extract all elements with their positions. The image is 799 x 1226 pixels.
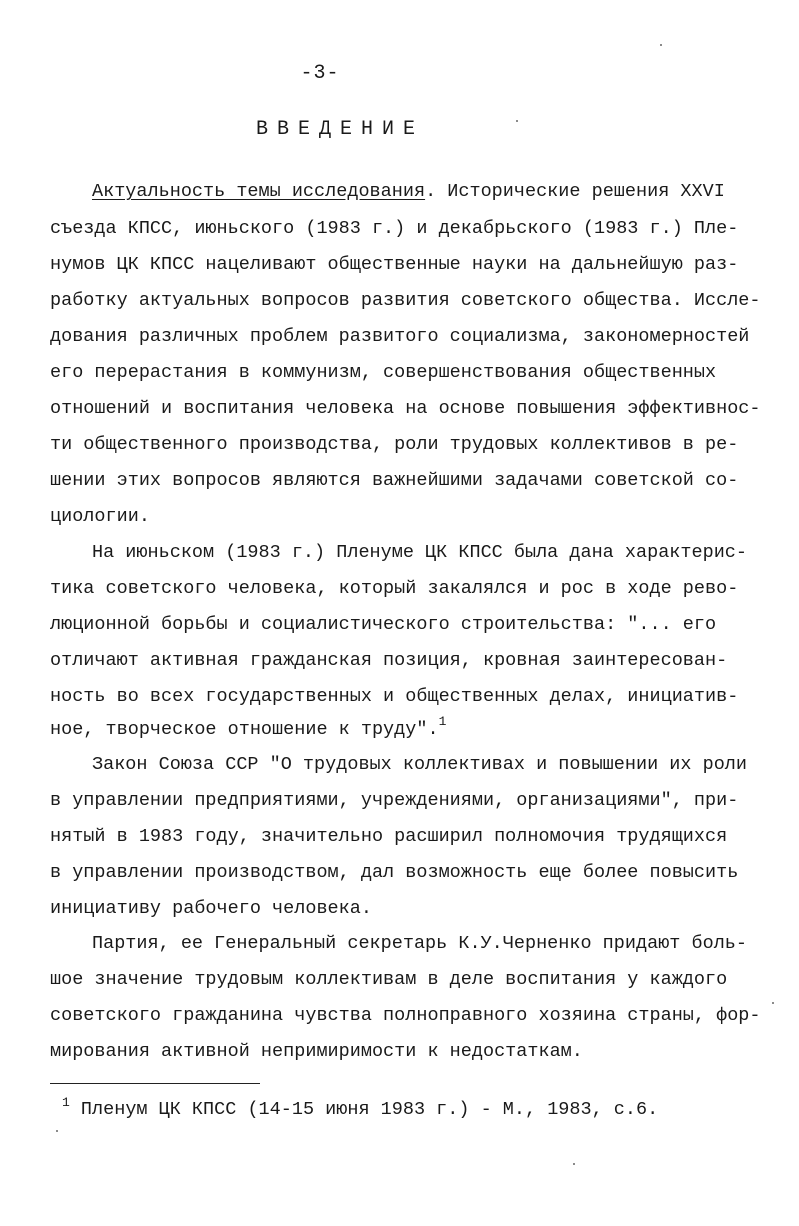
paragraph-2-last-text: ное, творческое отношение к труду". — [50, 719, 439, 740]
paragraph-4-line-1: Партия, ее Генеральный секретарь К.У.Черненко придают боль- — [92, 933, 748, 954]
paragraph-1-line-3: нумов ЦК КПСС нацеливают общественные науки на дальнейшую раз- — [50, 254, 739, 275]
paragraph-2-line-1: На июньском (1983 г.) Пленуме ЦК КПСС была дана характерис- — [92, 542, 748, 563]
page-number: -3- — [300, 62, 340, 85]
paragraph-1-line-10: циологии. — [50, 506, 150, 527]
paragraph-4-line-4: мирования активной непримиримости к недостаткам. — [50, 1041, 583, 1062]
relevance-lead-phrase: Актуальность темы исследования — [92, 181, 426, 202]
paragraph-1-line-2: съезда КПСС, июньского (1983 г.) и декабрьского (1983 г.) Пле- — [50, 218, 739, 239]
paragraph-2-line-5: ность во всех государственных и общественных делах, инициатив- — [50, 686, 739, 707]
paragraph-3-line-1: Закон Союза ССР "О трудовых коллективах и повышении их роли — [92, 754, 748, 775]
footnote-separator — [50, 1083, 260, 1084]
paragraph-1-line-8: ти общественного производства, роли трудовых коллективов в ре- — [50, 434, 739, 455]
paragraph-1-line-1 — [92, 180, 725, 204]
scan-speck — [56, 1130, 58, 1132]
paragraph-1-line-7: отношений и воспитания человека на основе повышения эффективнос- — [50, 398, 761, 419]
paragraph-1-line-1-rest: . Исторические решения XXVI — [425, 181, 725, 202]
footnote-text: Пленум ЦК КПСС (14-15 июня 1983 г.) - М., 1983, с.6. — [69, 1099, 659, 1120]
paragraph-4-line-2: шое значение трудовым коллективам в деле воспитания у каждого — [50, 969, 728, 990]
paragraph-3-line-5: инициативу рабочего человека. — [50, 898, 372, 919]
scan-speck — [516, 120, 518, 122]
paragraph-3-line-4: в управлении производством, дал возможность еще более повысить — [50, 862, 739, 883]
paragraph-2-line-3: люционной борьбы и социалистического строительства: "... его — [50, 614, 717, 635]
paragraph-1-line-5: дования различных проблем развитого социализма, закономерностей — [50, 326, 750, 347]
scan-speck — [772, 1002, 774, 1004]
paragraph-1-line-9: шении этих вопросов являются важнейшими задачами советской со- — [50, 470, 739, 491]
footnote-mark: 1 — [62, 1095, 70, 1110]
section-heading: ВВЕДЕНИЕ — [255, 118, 424, 141]
paragraph-3-line-3: нятый в 1983 году, значительно расширил полномочия трудящихся — [50, 826, 728, 847]
paragraph-1-line-4: работку актуальных вопросов развития советского общества. Иссле- — [50, 290, 761, 311]
footnote-reference-1: 1 — [438, 714, 447, 729]
paragraph-2-line-2: тика советского человека, который закалялся и рос в ходе рево- — [50, 578, 739, 599]
paragraph-1-line-6: его перерастания в коммунизм, совершенствования общественных — [50, 362, 717, 383]
scan-speck — [660, 44, 662, 46]
scan-speck — [573, 1163, 575, 1165]
footnote — [62, 1095, 659, 1120]
paragraph-4-line-3: советского гражданина чувства полноправного хозяина страны, фор- — [50, 1005, 761, 1026]
paragraph-2-line-4: отличают активная гражданская позиция, кровная заинтересован- — [50, 650, 728, 671]
paragraph-2-line-6 — [50, 714, 447, 743]
paragraph-3-line-2: в управлении предприятиями, учреждениями, организациями", при- — [50, 790, 739, 811]
